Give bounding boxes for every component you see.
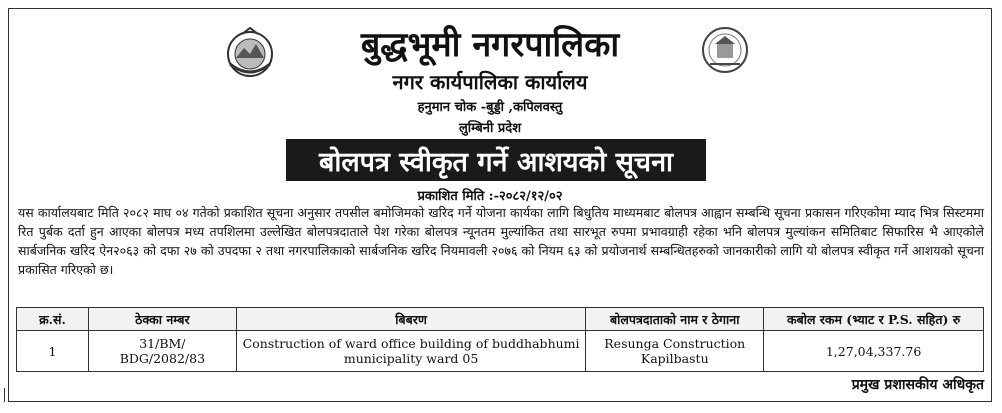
text-cursor <box>4 388 5 402</box>
notice-body: यस कार्यालयबाट मिति २०८२ माघ ०४ गतेको प्रकाशित सूचना अनुसार तपसील बमोजिमको खरिद गर्ने योजना कार्यका लागि बिधुतिय माध्यमबाट बोलपत्र आह्वान सम्बन्धि सूचना प्रकासन गरिएकोमा म्याद भित्र सिस्टममा रित पुर्बक दर्ता हुन आएका बोलपत्र मध्य तपशिलमा उल्लेखित बोलपत्रदाताले पेश गरेका बोलपत्र न्यूनतम मुल्यांकित तथा सारभूत रुपमा प्रभावग्राही रहेका भनि बोलपत्र मुल्यांकन समितिबाट सिफारिस भै आएकोले सार्बजनिक खरिद ऐन२०६३ को दफा २७ को उपदफा २ तथा नगरपालिकाको सार्बजनिक खरिद नियमावली २०७६ को नियम ६३ को प्रयोजनार्थ सम्बन्धितहरुको जानकारीको लागि यो बोलपत्र स्वीकृत गर्ने आशयको सूचना प्रकासित गरिएको छ। <box>18 205 984 277</box>
office-name: नगर कार्यपालिका कार्यालय <box>392 70 588 94</box>
cell-sn: 1 <box>17 331 89 372</box>
bidder-line-2: Kapilbastu <box>640 351 709 366</box>
municipality-seal-icon <box>700 24 750 76</box>
contract-line-2: BDG/2082/83 <box>119 351 206 366</box>
header-amount: कबोल रकम (भ्याट र P.S. सहित) रु <box>764 308 984 331</box>
contract-line-1: 31/BM/ <box>139 336 186 351</box>
cell-amount: 1,27,04,337.76 <box>764 331 984 372</box>
description-line-1: Construction of ward office building of buddhabhumi <box>242 336 580 351</box>
header-description: बिबरण <box>236 308 586 331</box>
description-line-2: municipality ward 05 <box>343 351 479 366</box>
cell-contract-number <box>88 331 236 372</box>
bidder-line-1: Resunga Construction <box>604 336 746 351</box>
table-row <box>17 331 984 372</box>
nepal-government-emblem-icon <box>222 24 278 80</box>
cell-description <box>236 331 586 372</box>
bid-table <box>16 307 984 372</box>
header-sn: क्र.सं. <box>17 308 89 331</box>
table-header-row <box>17 308 984 331</box>
header-contract-number: ठेक्का नम्बर <box>88 308 236 331</box>
municipality-name: बुद्धभूमी नगरपालिका <box>360 25 620 65</box>
cell-bidder <box>586 331 764 372</box>
header-bidder: बोलपत्रदाताको नाम र ठेगाना <box>586 308 764 331</box>
notice-title-banner <box>286 139 706 181</box>
office-address: हनुमान चोक -बुड्डी ,कपिलवस्तु <box>417 100 563 115</box>
signature-title: प्रमुख प्रशासकीय अधिकृत <box>851 377 984 393</box>
published-date: प्रकाशित मिति :-२०८२/१२/०२ <box>417 189 563 204</box>
notice-title: बोलपत्र स्वीकृत गर्ने आशयको सूचना <box>318 146 674 178</box>
province-name: लुम्बिनी प्रदेश <box>458 121 522 136</box>
